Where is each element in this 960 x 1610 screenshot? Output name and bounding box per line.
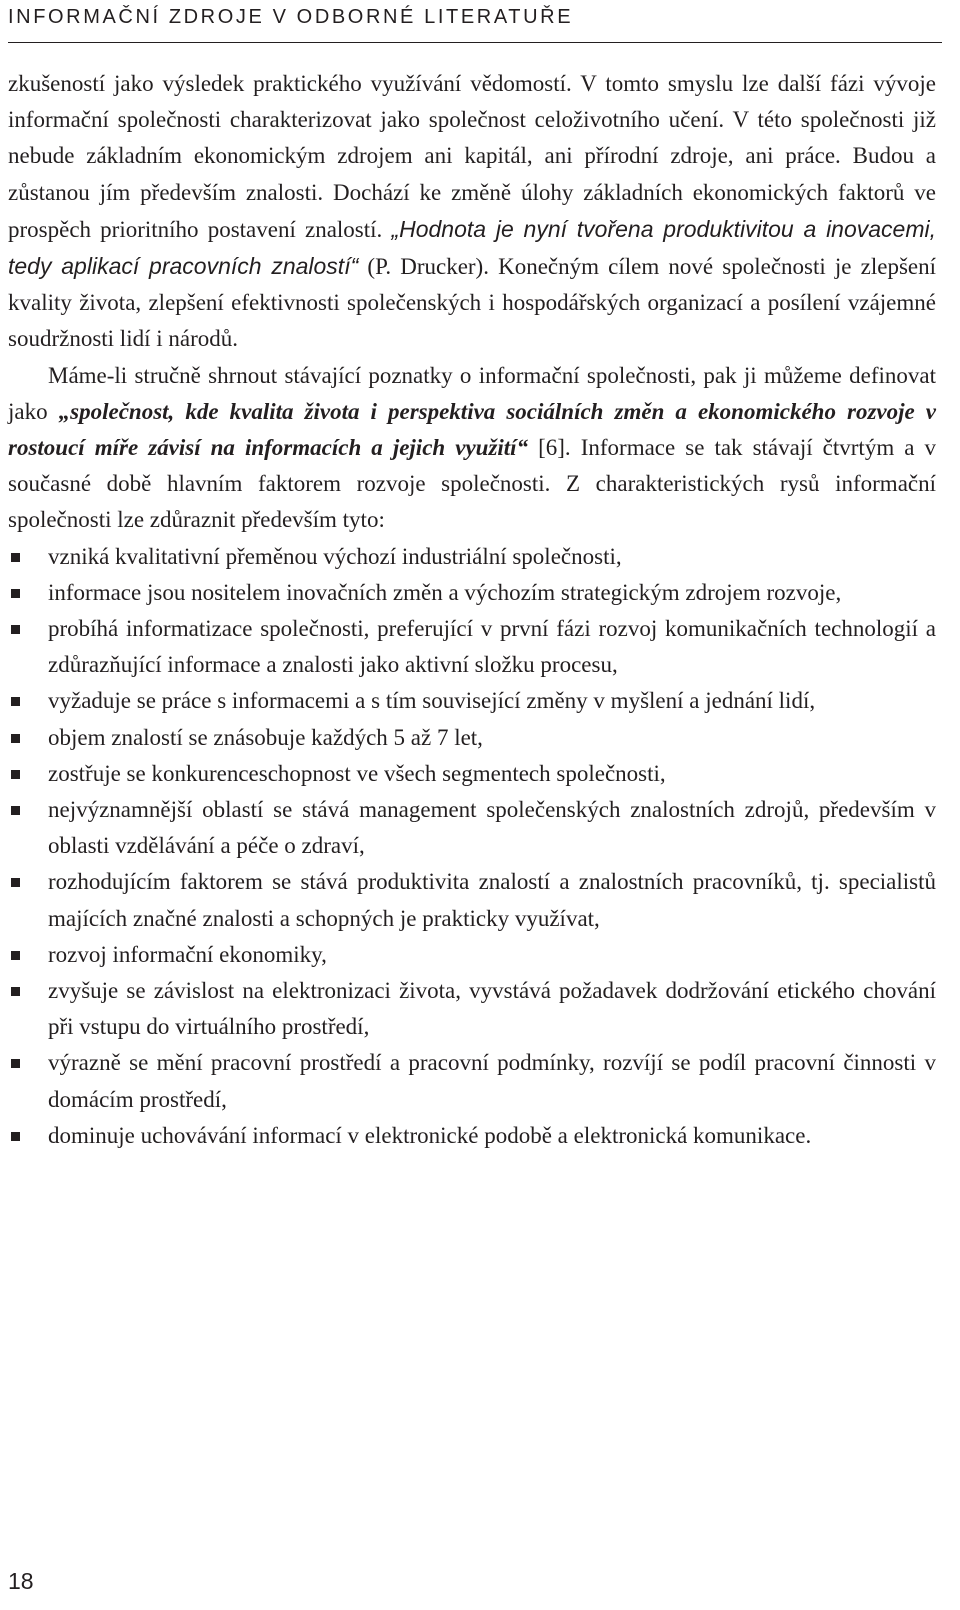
list-item-text: nejvýznamnější oblastí se stává management společenských znalostních zdrojů, především v oblasti vzdělávání a péče o zdraví,: [48, 797, 936, 859]
list-item: [8, 683, 936, 719]
square-bullet-icon: [11, 734, 20, 743]
square-bullet-icon: [11, 589, 20, 598]
list-item: [8, 973, 936, 1045]
square-bullet-icon: [11, 625, 20, 634]
list-item-text: výrazně se mění pracovní prostředí a pracovní podmínky, rozvíjí se podíl pracovní činnosti v domácím prostředí,: [48, 1050, 936, 1112]
list-item-text: dominuje uchovávání informací v elektronické podobě a elektronická komunikace.: [48, 1122, 812, 1148]
page-number: 18: [8, 1568, 34, 1594]
running-header: INFORMAČNÍ ZDROJE V ODBORNÉ LITERATUŘE: [8, 6, 574, 28]
paragraph-2: [8, 358, 936, 539]
list-item: [8, 1118, 936, 1154]
definition-quote: „společnost, kde kvalita života i perspektiva sociálních změn a ekonomického rozvoje v rostoucí míře závisí na informacích a jejich využití“: [8, 398, 936, 461]
list-item: [8, 864, 936, 936]
list-item-text: rozvoj informační ekonomiky,: [48, 941, 327, 967]
list-item-text: probíhá informatizace společnosti, preferující v první fázi rozvoj komunikačních technologií a zdůrazňující informace a znalosti jako aktivní složku procesu,: [48, 616, 936, 678]
square-bullet-icon: [11, 770, 20, 779]
square-bullet-icon: [11, 987, 20, 996]
paragraph-2-text-a: Máme-li stručně shrnout stávající poznatky o informační společnosti, pak ji můžeme definovat jako: [8, 362, 936, 424]
list-item: [8, 539, 936, 575]
list-item: [8, 611, 936, 683]
square-bullet-icon: [11, 878, 20, 887]
feature-list: [8, 539, 936, 1154]
drucker-quote: „Hodnota je nyní tvořena produktivitou a inovacemi, tedy aplikací pracovních znalostí“: [8, 215, 937, 280]
list-item-text: vzniká kvalitativní přeměnou výchozí industriální společnosti,: [48, 543, 622, 569]
list-item-text: zvyšuje se závislost na elektronizaci života, vyvstává požadavek dodržování etického chování při vstupu do virtuálního prostředí,: [48, 978, 936, 1040]
list-item: [8, 756, 936, 792]
square-bullet-icon: [11, 1059, 20, 1068]
list-item: [8, 937, 936, 973]
page-body: [8, 66, 936, 1154]
list-item: [8, 792, 936, 864]
square-bullet-icon: [11, 951, 20, 960]
square-bullet-icon: [11, 553, 20, 562]
list-item: [8, 720, 936, 756]
paragraph-1-text-b: (P. Drucker). Konečným cílem nové společnosti je zlepšení kvality života, zlepšení efektivnosti společenských i hospodářských organizací a posílení vzájemné soudržnosti lidí i národů.: [8, 254, 937, 352]
list-item-text: informace jsou nositelem inovačních změn a výchozím strategickým zdrojem rozvoje,: [48, 579, 842, 605]
square-bullet-icon: [11, 806, 20, 815]
list-item-text: rozhodujícím faktorem se stává produktivita znalostí a znalostních pracovníků, tj. specialistů majících značné znalosti a schopných je prakticky využívat,: [48, 869, 936, 931]
list-item: [8, 575, 936, 611]
list-item: [8, 1045, 936, 1117]
list-item-text: objem znalostí se znásobuje každých 5 až 7 let,: [48, 724, 483, 750]
list-item-text: vyžaduje se práce s informacemi a s tím související změny v myšlení a jednání lidí,: [48, 688, 816, 714]
paragraph-1: [8, 66, 936, 358]
list-item-text: zostřuje se konkurenceschopnost ve všech segmentech společnosti,: [48, 760, 666, 786]
square-bullet-icon: [11, 1132, 20, 1141]
square-bullet-icon: [11, 697, 20, 706]
paragraph-2-text-b: [6]. Informace se tak stávají čtvrtým a v současné době hlavním faktorem rozvoje společnosti. Z charakteristických rysů informační společnosti lze zdůraznit především tyto:: [8, 435, 936, 533]
paragraph-1-text-a: zkušeností jako výsledek praktického využívání vědomostí. V tomto smyslu lze další fázi vývoje informační společnosti charakterizovat jako společnost celoživotního učení. V této společnosti již nebude základním ekonomickým zdrojem ani kapitál, ani přírodní zdroje, ani práce. Budou a zůstanou jím především znalosti. Dochází ke změně úlohy základních ekonomických faktorů ve prospěch prioritního postavení znalostí.: [8, 71, 936, 242]
header-rule: [8, 42, 942, 43]
